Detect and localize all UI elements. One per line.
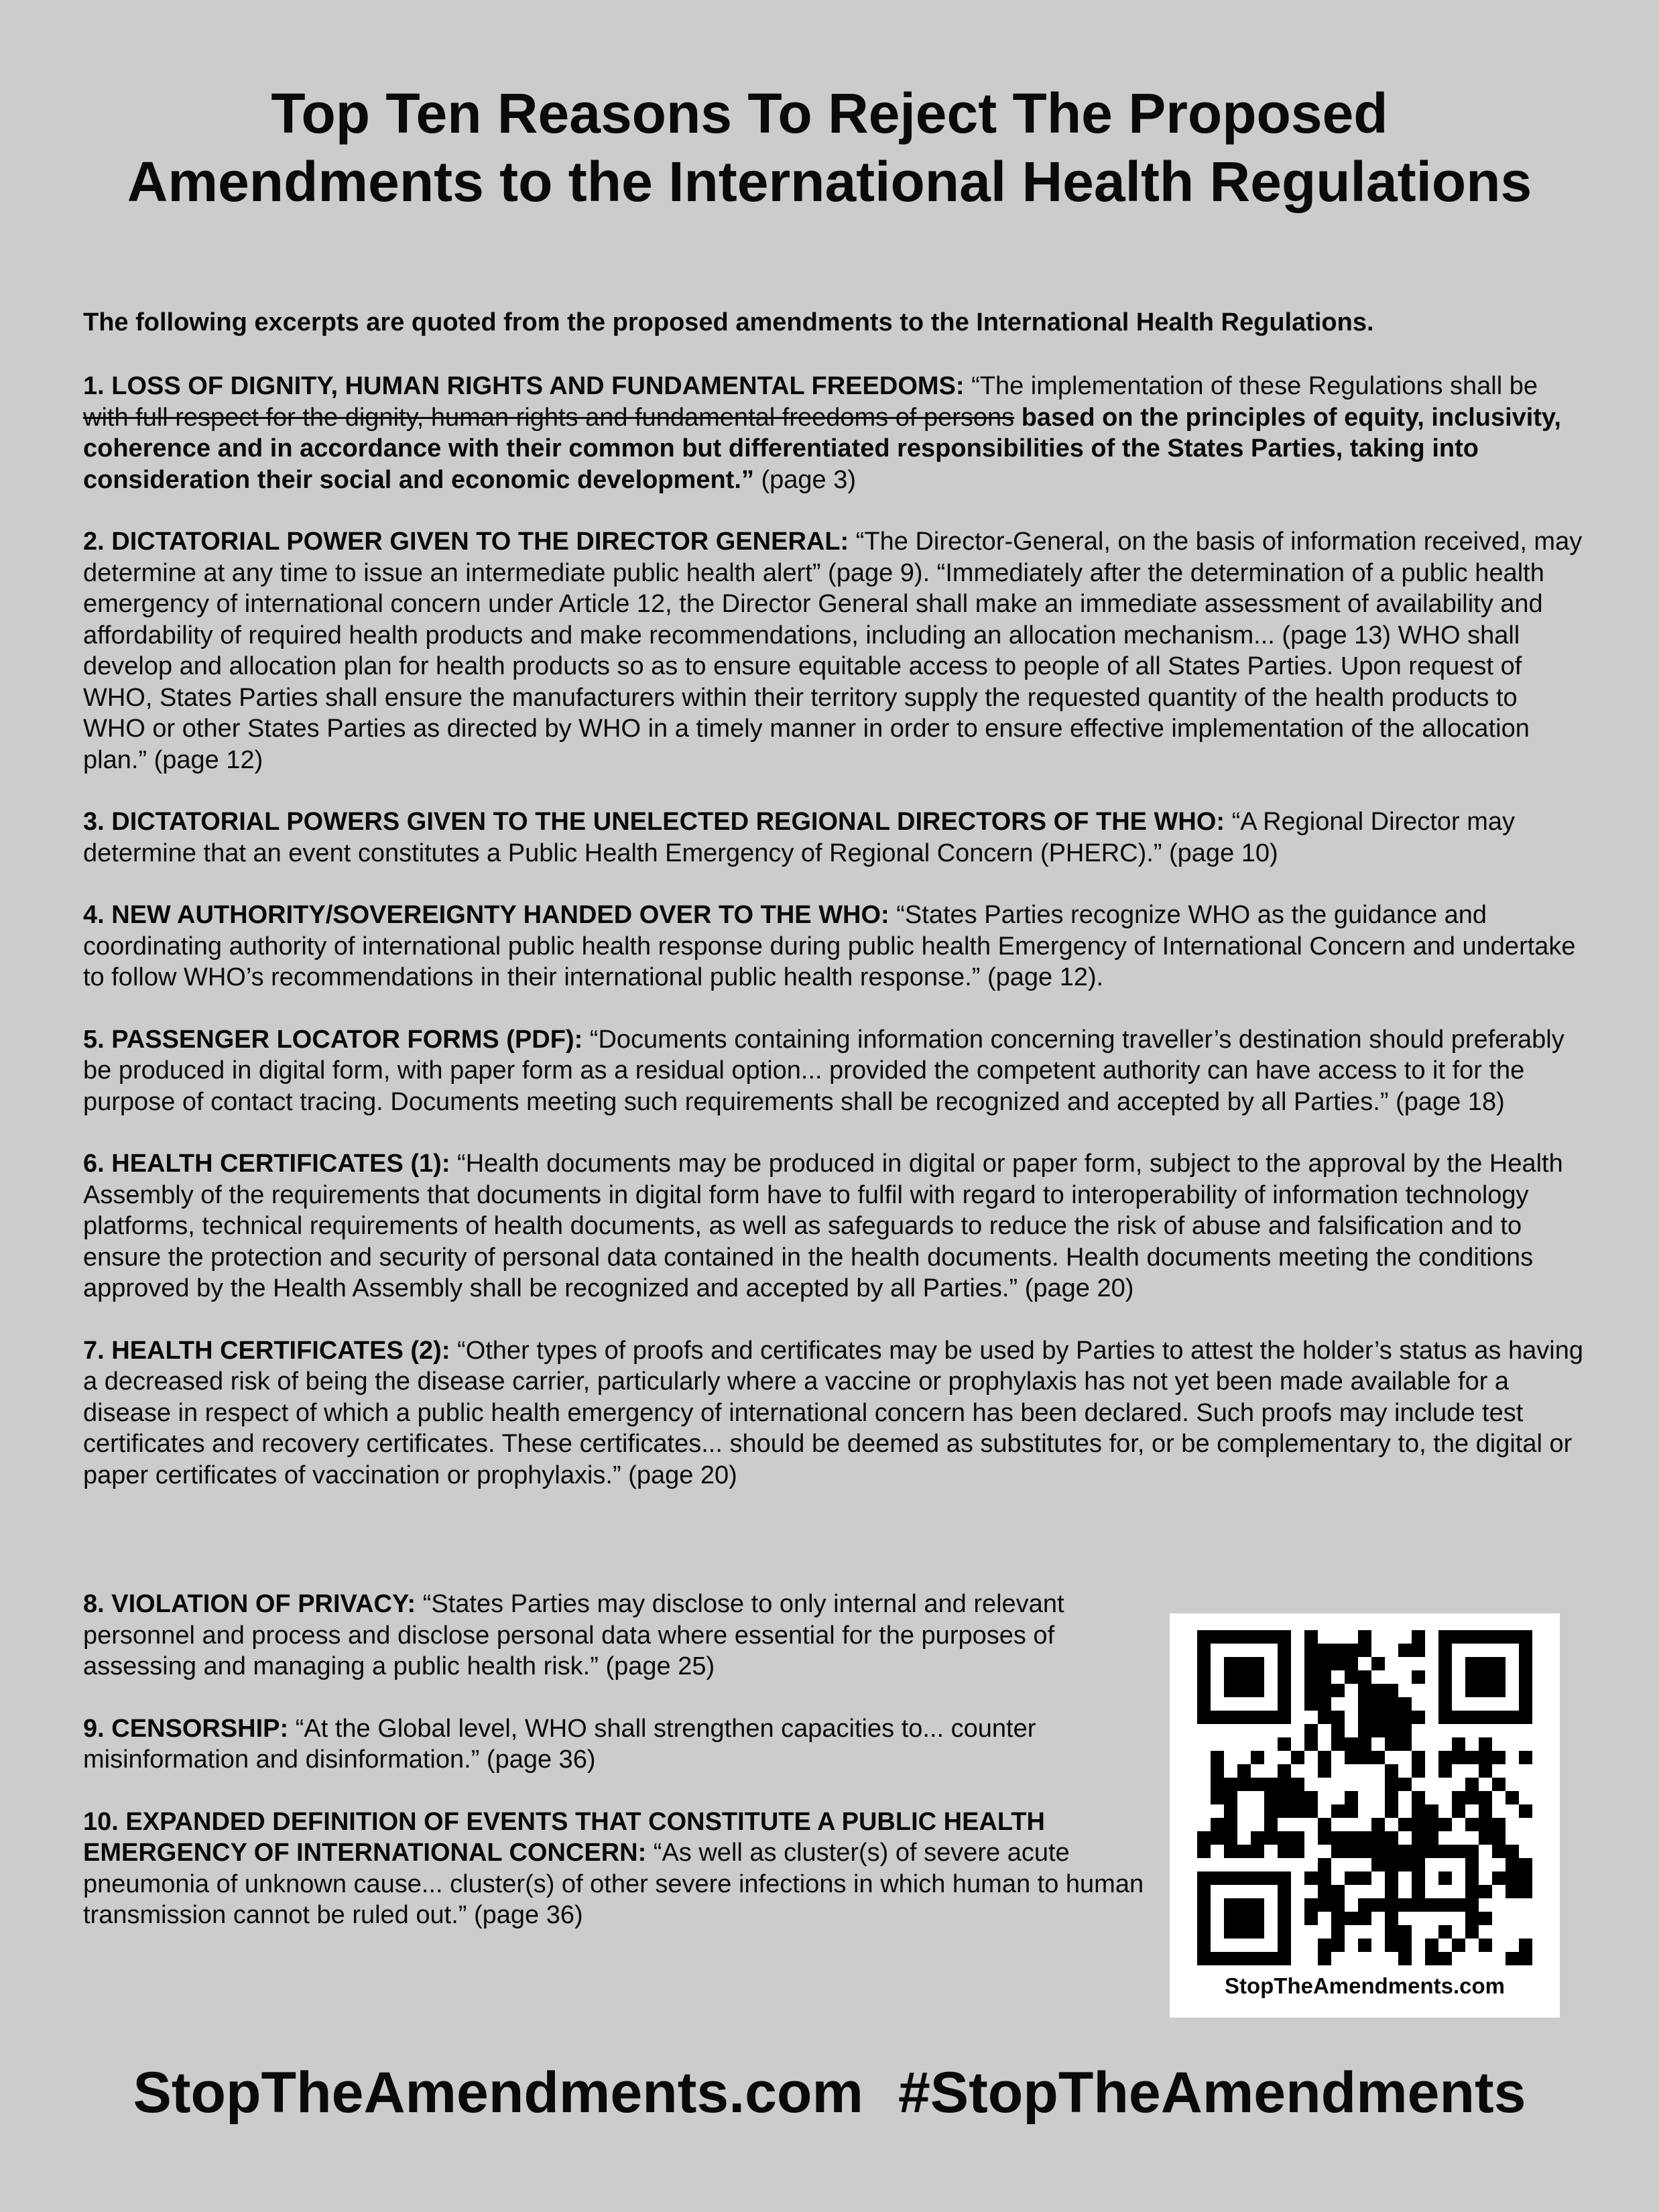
reason-1-text: “The implementation of these Regulations shall be [964,372,1538,400]
reason-10-label: 10. EXPANDED DEFINITION OF EVENTS THAT CONSTITUTE A PUBLIC HEALTH EMERGENCY OF INTERNATIONAL CONCERN: [83,1807,1045,1867]
page-title [0,79,1659,216]
qr-code-icon [1184,1627,1545,1969]
reason-7-text: “Other types of proofs and certificates may be used by Parties to attest the holder’s status as having a decreased risk of being the disease carrier, particularly where a vaccine or prophylaxis has not yet been made available for a disease in respect of which a public health emergency of international concern has been declared. Such proofs may include test certificates and recovery certificates. These certificates... should be deemed as substitutes for, or be complementary to, the digital or paper certificates of vaccination or prophylaxis.” (page 20) [83,1336,1583,1489]
reason-4 [83,900,1585,993]
footer [0,2058,1659,2128]
reason-9-text: “At the Global level, WHO shall strengthen capacities to... counter misinformation and disinformation.” (page 36) [83,1714,1036,1774]
reasons-list-lower [83,1589,1156,1962]
reason-2-text: “The Director-General, on the basis of information received, may determine at any time to issue an intermediate public health alert” (page 9). “Immediately after the determination of a public health emergency of international concern under Article 12, the Director General shall make an immediate assessment of availability and affordability of required health products and make recommendations, including an allocation mechanism... (page 13) WHO shall develop and allocation plan for health products so as to ensure equitable access to people of all States Parties. Upon request of WHO, States Parties shall ensure the manufacturers within their territory supply the requested quantity of the health products to WHO or other States Parties as directed by WHO in a timely manner in order to ensure effective implementation of the allocation plan.” (page 12) [83,528,1583,774]
reason-6 [83,1148,1585,1304]
reason-2 [83,526,1585,776]
reason-8 [83,1589,1156,1682]
reason-1-bold-text: based on the principles of equity, inclusivity, coherence and in accordance with their common but differentiated responsibilities of the States Parties, taking into consideration their social and economic development.” [83,403,1561,494]
reason-3 [83,806,1585,869]
reason-3-text: “A Regional Director may determine that an event constitutes a Public Health Emergency of Regional Concern (PHERC).” (page 10) [83,808,1515,867]
footer-hashtag: #StopTheAmendments [898,2061,1526,2125]
reason-5-text: “Documents containing information concerning traveller’s destination should preferably be produced in digital form, with paper form as a residual option... provided the competent authority can have access to it for the purpose of contact tracing. Documents meeting such requirements shall be recognized and accepted by all Parties.” (page 18) [83,1025,1564,1116]
reason-7-label: 7. HEALTH CERTIFICATES (2): [83,1336,450,1365]
reason-5-label: 5. PASSENGER LOCATOR FORMS (PDF): [83,1025,583,1054]
reason-8-text: “States Parties may disclose to only internal and relevant personnel and process and disclose personal data where essential for the purposes of assessing and managing a public health risk.” (page 25) [83,1590,1064,1680]
reason-2-label: 2. DICTATORIAL POWER GIVEN TO THE DIRECTOR GENERAL: [83,528,849,556]
reason-8-label: 8. VIOLATION OF PRIVACY: [83,1590,416,1618]
reason-1-page-ref: (page 3) [753,465,856,494]
reason-1-struck-text: with full respect for the dignity, human rights and fundamental freedoms of persons [83,403,1015,432]
reason-5 [83,1024,1585,1118]
reason-10 [83,1806,1156,1931]
intro-text: The following excerpts are quoted from the proposed amendments to the International Health Regulations. [83,308,1374,336]
reason-4-text: “States Parties recognize WHO as the guidance and coordinating authority of international public health response during public health Emergency of International Concern and undertake to follow WHO’s recommendations in their international public health response.” (page 12). [83,901,1576,991]
reason-3-label: 3. DICTATORIAL POWERS GIVEN TO THE UNELECTED REGIONAL DIRECTORS OF THE WHO: [83,808,1225,836]
footer-site: StopTheAmendments.com [133,2061,863,2125]
reason-9-label: 9. CENSORSHIP: [83,1714,289,1743]
reason-7 [83,1335,1585,1491]
reason-1-label: 1. LOSS OF DIGNITY, HUMAN RIGHTS AND FUNDAMENTAL FREEDOMS: [83,372,965,400]
reason-10-text: “As well as cluster(s) of severe acute pneumonia of unknown cause... cluster(s) of other severe infections in which human to human transmission cannot be ruled out.” (page 36) [83,1839,1144,1929]
reason-9 [83,1713,1156,1776]
qr-code-card[interactable] [1170,1613,1560,2018]
reason-1 [83,371,1585,495]
reason-6-label: 6. HEALTH CERTIFICATES (1): [83,1150,450,1178]
reason-4-label: 4. NEW AUTHORITY/SOVEREIGNTY HANDED OVER TO THE WHO: [83,901,889,929]
page-title-line-2: Amendments to the International Health Regulations [127,150,1532,213]
reason-6-text: “Health documents may be produced in digital or paper form, subject to the approval by the Health Assembly of the requirements that documents in digital form have to fulfil with regard to interoperability of information technology platforms, technical requirements of health documents, as well as safeguards to reduce the risk of abuse and falsification and to ensure the protection and security of personal data contained in the health documents. Health documents meeting the conditions approved by the Health Assembly shall be recognized and accepted by all Parties.” (page 20) [83,1150,1563,1302]
reasons-list [83,371,1585,1522]
page-title-line-1: Top Ten Reasons To Reject The Proposed [271,82,1388,145]
qr-caption: StopTheAmendments.com [1224,1973,1506,1998]
